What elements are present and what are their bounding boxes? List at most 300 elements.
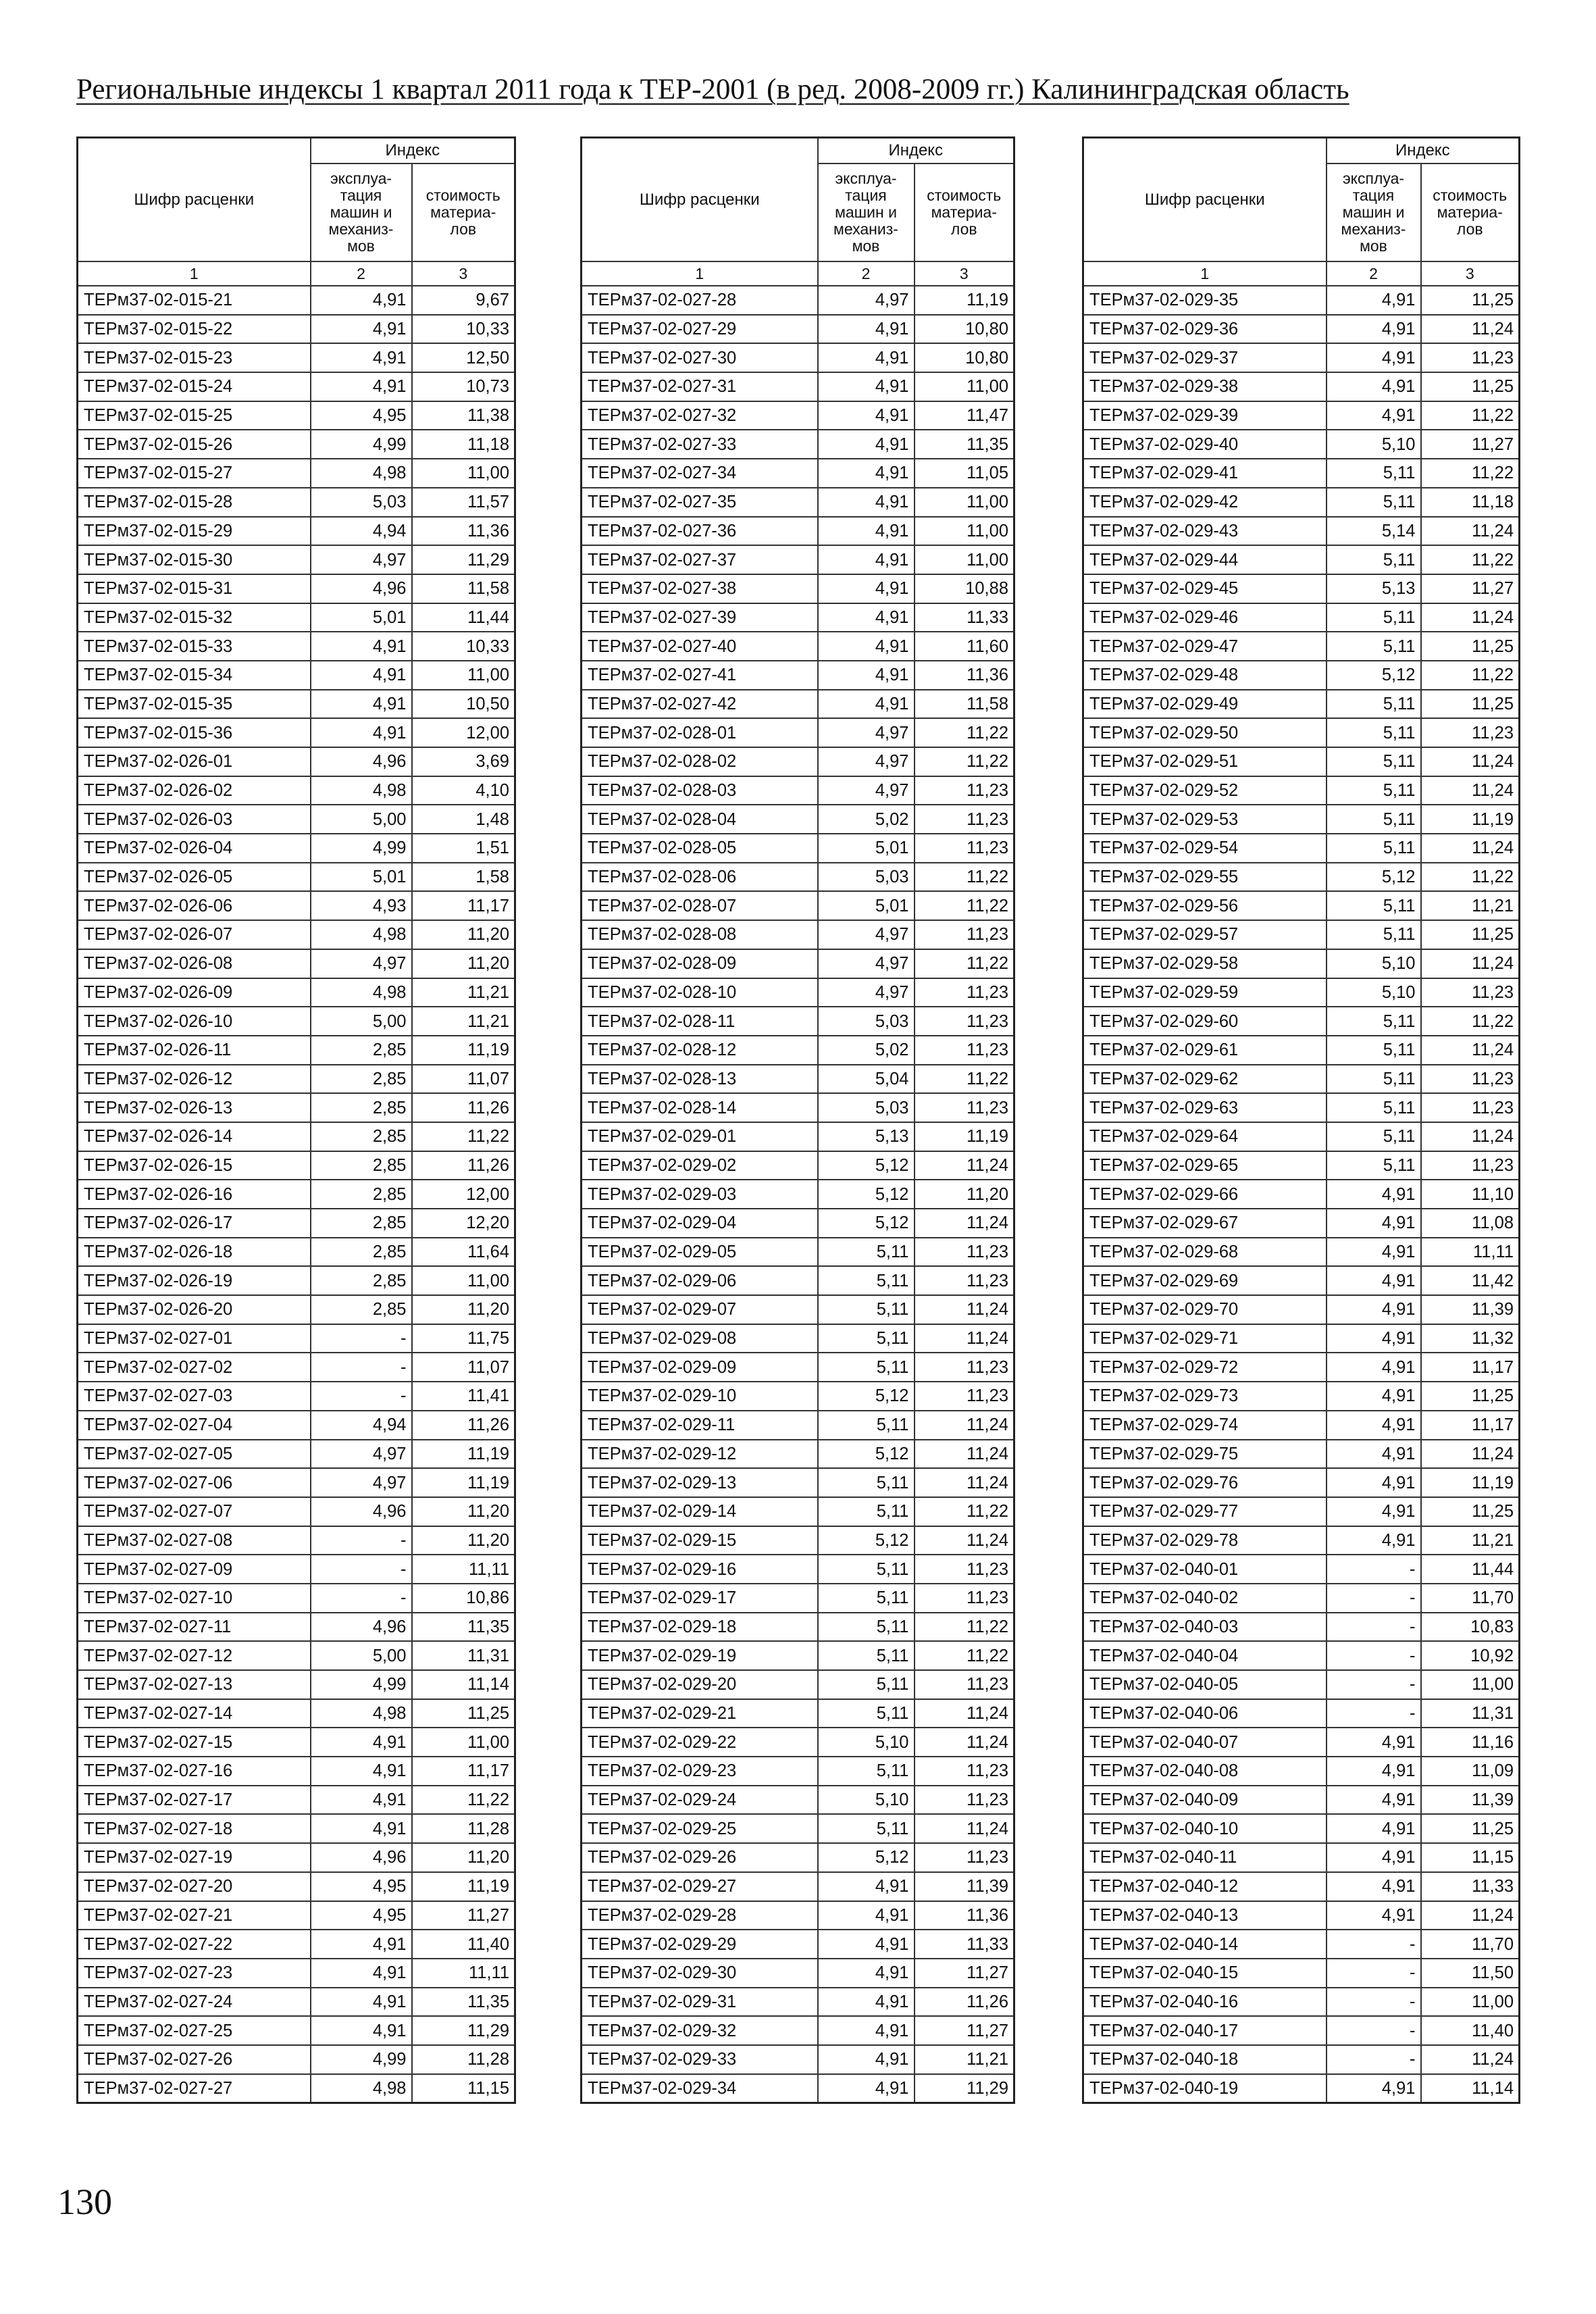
machines-index-cell: 2,85 bbox=[311, 1180, 412, 1209]
rate-code-cell: ТЕРм37-02-026-20 bbox=[78, 1295, 311, 1324]
machines-index-cell: - bbox=[1327, 2016, 1421, 2045]
materials-index-cell: 11,25 bbox=[1421, 1382, 1520, 1411]
materials-index-cell: 11,70 bbox=[1421, 1584, 1520, 1613]
machines-index-cell: - bbox=[311, 1584, 412, 1613]
machines-index-cell: 4,91 bbox=[1327, 1814, 1421, 1843]
materials-index-cell: 11,26 bbox=[412, 1093, 515, 1122]
table-row bbox=[582, 488, 1014, 517]
rate-code-cell: ТЕРм37-02-026-11 bbox=[78, 1036, 311, 1065]
materials-index-cell: 11,23 bbox=[915, 1238, 1014, 1267]
table-row bbox=[582, 603, 1014, 632]
rate-code-cell: ТЕРм37-02-029-07 bbox=[582, 1295, 818, 1324]
machines-index-cell: 4,97 bbox=[818, 776, 915, 805]
machines-index-cell: - bbox=[311, 1382, 412, 1411]
materials-index-cell: 11,50 bbox=[1421, 1959, 1520, 1988]
rate-code-cell: ТЕРм37-02-029-76 bbox=[1083, 1468, 1327, 1497]
materials-index-cell: 11,07 bbox=[412, 1065, 515, 1094]
machines-index-cell: 5,12 bbox=[818, 1151, 915, 1180]
machines-index-cell: 5,11 bbox=[1327, 1065, 1421, 1094]
machines-index-cell: 5,13 bbox=[1327, 574, 1421, 603]
materials-index-cell: 11,22 bbox=[1421, 545, 1520, 574]
table-row bbox=[582, 372, 1014, 401]
machines-index-cell: 5,00 bbox=[311, 1641, 412, 1670]
rate-code-cell: ТЕРм37-02-029-28 bbox=[582, 1901, 818, 1930]
machines-index-cell: - bbox=[1327, 1988, 1421, 2017]
materials-index-cell: 11,00 bbox=[915, 545, 1014, 574]
machines-index-cell: 4,91 bbox=[818, 1959, 915, 1988]
table-row bbox=[1083, 1324, 1520, 1353]
machines-index-cell: 4,91 bbox=[1327, 1901, 1421, 1930]
materials-index-cell: 11,39 bbox=[1421, 1786, 1520, 1815]
table-row bbox=[1083, 1613, 1520, 1642]
table-row bbox=[1083, 891, 1520, 920]
rate-code-cell: ТЕРм37-02-029-33 bbox=[582, 2045, 818, 2074]
table-row bbox=[1083, 1930, 1520, 1959]
machines-index-cell: 4,91 bbox=[1327, 1843, 1421, 1872]
machines-index-cell: 4,91 bbox=[1327, 1786, 1421, 1815]
materials-index-cell: 11,24 bbox=[915, 1728, 1014, 1757]
materials-index-cell: 11,20 bbox=[412, 1843, 515, 1872]
machines-index-cell: 4,91 bbox=[818, 315, 915, 344]
machines-index-cell: 4,97 bbox=[818, 949, 915, 978]
table-row bbox=[582, 2016, 1014, 2045]
materials-index-cell: 11,58 bbox=[915, 690, 1014, 719]
materials-index-cell: 11,44 bbox=[412, 603, 515, 632]
machines-index-cell: 5,11 bbox=[818, 1266, 915, 1295]
materials-index-cell: 11,23 bbox=[915, 978, 1014, 1007]
table-row bbox=[78, 2045, 515, 2074]
materials-index-cell: 11,20 bbox=[412, 920, 515, 949]
materials-index-cell: 11,23 bbox=[915, 1266, 1014, 1295]
machines-index-cell: - bbox=[311, 1324, 412, 1353]
materials-index-cell: 11,22 bbox=[915, 949, 1014, 978]
table-row bbox=[1083, 2074, 1520, 2103]
index-table-1 bbox=[76, 136, 516, 2104]
machines-index-cell: 5,11 bbox=[1327, 690, 1421, 719]
rate-code-cell: ТЕРм37-02-015-27 bbox=[78, 459, 311, 488]
table-row bbox=[582, 1065, 1014, 1094]
machines-index-cell: - bbox=[1327, 1613, 1421, 1642]
materials-index-cell: 11,24 bbox=[1421, 517, 1520, 546]
rate-code-cell: ТЕРм37-02-027-04 bbox=[78, 1411, 311, 1440]
rate-code-cell: ТЕРм37-02-027-22 bbox=[78, 1930, 311, 1959]
machines-index-cell: 5,04 bbox=[818, 1065, 915, 1094]
machines-index-cell: 5,11 bbox=[818, 1613, 915, 1642]
table-row bbox=[1083, 1093, 1520, 1122]
materials-index-cell: 11,19 bbox=[1421, 1468, 1520, 1497]
table-row bbox=[1083, 949, 1520, 978]
machines-index-cell: - bbox=[311, 1555, 412, 1584]
table-row bbox=[582, 949, 1014, 978]
table-row bbox=[582, 1238, 1014, 1267]
table-row bbox=[78, 2016, 515, 2045]
machines-index-cell: - bbox=[1327, 1930, 1421, 1959]
materials-index-cell: 11,23 bbox=[1421, 1093, 1520, 1122]
machines-index-cell: 5,12 bbox=[1327, 863, 1421, 892]
machines-index-cell: 4,99 bbox=[311, 834, 412, 863]
materials-index-cell: 12,00 bbox=[412, 1180, 515, 1209]
materials-index-cell: 11,23 bbox=[915, 1670, 1014, 1699]
materials-index-cell: 11,16 bbox=[1421, 1728, 1520, 1757]
machines-index-cell: 5,11 bbox=[1327, 632, 1421, 661]
rate-code-cell: ТЕРм37-02-029-18 bbox=[582, 1613, 818, 1642]
materials-index-cell: 10,33 bbox=[412, 315, 515, 344]
materials-index-cell: 11,26 bbox=[915, 1988, 1014, 2017]
table-row bbox=[1083, 2016, 1520, 2045]
materials-index-cell: 11,22 bbox=[1421, 401, 1520, 430]
table-row bbox=[582, 805, 1014, 834]
table-row bbox=[582, 690, 1014, 719]
rate-code-cell: ТЕРм37-02-026-10 bbox=[78, 1007, 311, 1036]
materials-index-cell: 11,22 bbox=[412, 1786, 515, 1815]
table-row bbox=[1083, 1065, 1520, 1094]
table-row bbox=[582, 1353, 1014, 1382]
materials-index-cell: 10,83 bbox=[1421, 1613, 1520, 1642]
materials-index-cell: 11,23 bbox=[915, 1093, 1014, 1122]
rate-code-cell: ТЕРм37-02-028-06 bbox=[582, 863, 818, 892]
materials-index-cell: 11,25 bbox=[1421, 690, 1520, 719]
table-row bbox=[1083, 430, 1520, 459]
materials-index-cell: 11,36 bbox=[412, 517, 515, 546]
rate-code-cell: ТЕРм37-02-026-06 bbox=[78, 891, 311, 920]
machines-index-cell: 4,96 bbox=[311, 1497, 412, 1526]
rate-code-cell: ТЕРм37-02-029-60 bbox=[1083, 1007, 1327, 1036]
rate-code-cell: ТЕРм37-02-040-18 bbox=[1083, 2045, 1327, 2074]
machines-index-cell: 4,91 bbox=[1327, 343, 1421, 372]
table-row bbox=[582, 401, 1014, 430]
rate-code-cell: ТЕРм37-02-027-41 bbox=[582, 661, 818, 690]
table-row bbox=[1083, 661, 1520, 690]
machines-index-cell: 5,10 bbox=[1327, 430, 1421, 459]
table-row bbox=[78, 1007, 515, 1036]
machines-index-cell: 4,97 bbox=[818, 978, 915, 1007]
rate-code-cell: ТЕРм37-02-029-53 bbox=[1083, 805, 1327, 834]
materials-index-cell: 11,35 bbox=[412, 1613, 515, 1642]
machines-index-cell: 5,11 bbox=[818, 1757, 915, 1786]
materials-index-cell: 11,27 bbox=[412, 1901, 515, 1930]
machines-index-cell: 4,98 bbox=[311, 1699, 412, 1728]
machines-index-cell: 4,98 bbox=[311, 2074, 412, 2103]
table-row bbox=[582, 459, 1014, 488]
table-row bbox=[78, 1843, 515, 1872]
rate-code-cell: ТЕРм37-02-027-34 bbox=[582, 459, 818, 488]
materials-index-cell: 11,24 bbox=[1421, 2045, 1520, 2074]
rate-code-cell: ТЕРм37-02-015-28 bbox=[78, 488, 311, 517]
table-row bbox=[1083, 488, 1520, 517]
rate-code-cell: ТЕРм37-02-029-02 bbox=[582, 1151, 818, 1180]
materials-index-cell: 11,24 bbox=[915, 1295, 1014, 1324]
rate-code-cell: ТЕРм37-02-028-07 bbox=[582, 891, 818, 920]
rate-code-cell: ТЕРм37-02-015-29 bbox=[78, 517, 311, 546]
rate-code-cell: ТЕРм37-02-015-34 bbox=[78, 661, 311, 690]
materials-index-cell: 11,00 bbox=[412, 1728, 515, 1757]
table-row bbox=[582, 1497, 1014, 1526]
rate-code-cell: ТЕРм37-02-026-16 bbox=[78, 1180, 311, 1209]
rate-code-cell: ТЕРм37-02-027-07 bbox=[78, 1497, 311, 1526]
rate-code-cell: ТЕРм37-02-028-01 bbox=[582, 718, 818, 747]
machines-index-cell: 5,11 bbox=[1327, 776, 1421, 805]
table-row bbox=[582, 1266, 1014, 1295]
rate-code-cell: ТЕРм37-02-029-32 bbox=[582, 2016, 818, 2045]
machines-index-cell: 4,91 bbox=[1327, 1526, 1421, 1555]
table-row bbox=[78, 1180, 515, 1209]
rate-code-cell: ТЕРм37-02-027-23 bbox=[78, 1959, 311, 1988]
machines-index-cell: 4,91 bbox=[311, 1786, 412, 1815]
table-row bbox=[582, 891, 1014, 920]
rate-code-cell: ТЕРм37-02-027-05 bbox=[78, 1440, 311, 1469]
rate-code-cell: ТЕРм37-02-029-11 bbox=[582, 1411, 818, 1440]
machines-index-cell: 5,00 bbox=[311, 805, 412, 834]
rate-code-cell: ТЕРм37-02-029-38 bbox=[1083, 372, 1327, 401]
header-col-3: 3 bbox=[1421, 261, 1520, 286]
header-col-3: 3 bbox=[412, 261, 515, 286]
materials-index-cell: 11,14 bbox=[1421, 2074, 1520, 2103]
rate-code-cell: ТЕРм37-02-015-32 bbox=[78, 603, 311, 632]
table-row bbox=[78, 1786, 515, 1815]
rate-code-cell: ТЕРм37-02-029-78 bbox=[1083, 1526, 1327, 1555]
table-row bbox=[582, 1872, 1014, 1901]
table-row bbox=[1083, 1382, 1520, 1411]
materials-index-cell: 11,21 bbox=[412, 978, 515, 1007]
rate-code-cell: ТЕРм37-02-028-09 bbox=[582, 949, 818, 978]
table-row bbox=[78, 343, 515, 372]
machines-index-cell: 5,11 bbox=[1327, 718, 1421, 747]
materials-index-cell: 11,29 bbox=[915, 2074, 1014, 2103]
machines-index-cell: 5,11 bbox=[818, 1555, 915, 1584]
materials-index-cell: 11,23 bbox=[915, 1786, 1014, 1815]
machines-index-cell: 4,97 bbox=[311, 949, 412, 978]
machines-index-cell: 4,97 bbox=[311, 1468, 412, 1497]
materials-index-cell: 11,25 bbox=[412, 1699, 515, 1728]
table-row bbox=[1083, 1209, 1520, 1238]
machines-index-cell: 5,10 bbox=[818, 1728, 915, 1757]
materials-index-cell: 10,86 bbox=[412, 1584, 515, 1613]
materials-index-cell: 11,27 bbox=[1421, 574, 1520, 603]
materials-index-cell: 11,24 bbox=[915, 1151, 1014, 1180]
rate-code-cell: ТЕРм37-02-015-24 bbox=[78, 372, 311, 401]
table-row bbox=[1083, 286, 1520, 315]
rate-code-cell: ТЕРм37-02-029-48 bbox=[1083, 661, 1327, 690]
rate-code-cell: ТЕРм37-02-029-31 bbox=[582, 1988, 818, 2017]
materials-index-cell: 11,20 bbox=[915, 1180, 1014, 1209]
table-row bbox=[582, 1814, 1014, 1843]
machines-index-cell: 4,91 bbox=[818, 1901, 915, 1930]
machines-index-cell: 4,91 bbox=[818, 2045, 915, 2074]
machines-index-cell: 4,91 bbox=[311, 1959, 412, 1988]
rate-code-cell: ТЕРм37-02-029-77 bbox=[1083, 1497, 1327, 1526]
table-body bbox=[1083, 286, 1520, 2103]
machines-index-cell: - bbox=[1327, 1670, 1421, 1699]
materials-index-cell: 11,05 bbox=[915, 459, 1014, 488]
machines-index-cell: 5,10 bbox=[1327, 949, 1421, 978]
machines-index-cell: 4,91 bbox=[818, 545, 915, 574]
rate-code-cell: ТЕРм37-02-040-03 bbox=[1083, 1613, 1327, 1642]
table-row bbox=[1083, 920, 1520, 949]
materials-index-cell: 11,22 bbox=[915, 1065, 1014, 1094]
rate-code-cell: ТЕРм37-02-029-36 bbox=[1083, 315, 1327, 344]
materials-index-cell: 11,22 bbox=[1421, 863, 1520, 892]
machines-index-cell: 5,03 bbox=[311, 488, 412, 517]
rate-code-cell: ТЕРм37-02-029-09 bbox=[582, 1353, 818, 1382]
table-row bbox=[582, 1122, 1014, 1151]
materials-index-cell: 11,23 bbox=[915, 1757, 1014, 1786]
machines-index-cell: - bbox=[311, 1353, 412, 1382]
materials-index-cell: 11,39 bbox=[1421, 1295, 1520, 1324]
machines-index-cell: 5,10 bbox=[818, 1786, 915, 1815]
machines-index-cell: 5,11 bbox=[1327, 1007, 1421, 1036]
index-table-2 bbox=[580, 136, 1015, 2104]
machines-index-cell: 5,11 bbox=[1327, 805, 1421, 834]
machines-index-cell: 5,11 bbox=[818, 1670, 915, 1699]
materials-index-cell: 11,44 bbox=[1421, 1555, 1520, 1584]
rate-code-cell: ТЕРм37-02-027-18 bbox=[78, 1814, 311, 1843]
table-row bbox=[1083, 1151, 1520, 1180]
table-row bbox=[78, 1353, 515, 1382]
materials-index-cell: 11,10 bbox=[1421, 1180, 1520, 1209]
machines-index-cell: 4,91 bbox=[818, 343, 915, 372]
machines-index-cell: 5,01 bbox=[311, 603, 412, 632]
rate-code-cell: ТЕРм37-02-026-02 bbox=[78, 776, 311, 805]
materials-index-cell: 11,27 bbox=[915, 2016, 1014, 2045]
table-row bbox=[582, 1151, 1014, 1180]
table-row bbox=[582, 1843, 1014, 1872]
table-row bbox=[78, 1757, 515, 1786]
table-row bbox=[1083, 776, 1520, 805]
machines-index-cell: 5,03 bbox=[818, 1093, 915, 1122]
rate-code-cell: ТЕРм37-02-026-04 bbox=[78, 834, 311, 863]
table-row bbox=[1083, 1843, 1520, 1872]
rate-code-cell: ТЕРм37-02-026-07 bbox=[78, 920, 311, 949]
rate-code-cell: ТЕРм37-02-027-11 bbox=[78, 1613, 311, 1642]
table-row bbox=[1083, 1641, 1520, 1670]
machines-index-cell: 5,01 bbox=[311, 863, 412, 892]
table-row bbox=[582, 2074, 1014, 2103]
table-row bbox=[78, 1122, 515, 1151]
materials-index-cell: 11,21 bbox=[915, 2045, 1014, 2074]
machines-index-cell: 4,91 bbox=[818, 517, 915, 546]
rate-code-cell: ТЕРм37-02-040-19 bbox=[1083, 2074, 1327, 2103]
materials-index-cell: 11,14 bbox=[412, 1670, 515, 1699]
rate-code-cell: ТЕРм37-02-015-31 bbox=[78, 574, 311, 603]
materials-index-cell: 11,00 bbox=[915, 517, 1014, 546]
machines-index-cell: 5,14 bbox=[1327, 517, 1421, 546]
rate-code-cell: ТЕРм37-02-015-22 bbox=[78, 315, 311, 344]
table-row bbox=[582, 1295, 1014, 1324]
materials-index-cell: 11,23 bbox=[1421, 1151, 1520, 1180]
materials-index-cell: 11,26 bbox=[412, 1411, 515, 1440]
materials-index-cell: 11,25 bbox=[1421, 372, 1520, 401]
machines-index-cell: 4,91 bbox=[311, 1814, 412, 1843]
rate-code-cell: ТЕРм37-02-029-47 bbox=[1083, 632, 1327, 661]
table-row bbox=[78, 1670, 515, 1699]
header-col-3: 3 bbox=[915, 261, 1014, 286]
rate-code-cell: ТЕРм37-02-027-25 bbox=[78, 2016, 311, 2045]
header-materials: стоимость материа- лов bbox=[1421, 164, 1520, 261]
machines-index-cell: 4,91 bbox=[311, 718, 412, 747]
machines-index-cell: 4,91 bbox=[1327, 1440, 1421, 1469]
materials-index-cell: 11,19 bbox=[412, 1036, 515, 1065]
table-row bbox=[582, 1930, 1014, 1959]
machines-index-cell: 5,11 bbox=[818, 1584, 915, 1613]
materials-index-cell: 11,27 bbox=[1421, 430, 1520, 459]
machines-index-cell: 2,85 bbox=[311, 1122, 412, 1151]
materials-index-cell: 11,21 bbox=[412, 1007, 515, 1036]
materials-index-cell: 11,39 bbox=[915, 1872, 1014, 1901]
materials-index-cell: 11,25 bbox=[1421, 286, 1520, 315]
rate-code-cell: ТЕРм37-02-027-10 bbox=[78, 1584, 311, 1613]
header-code: Шифр расценки bbox=[1083, 138, 1327, 262]
materials-index-cell: 11,00 bbox=[412, 459, 515, 488]
rate-code-cell: ТЕРм37-02-015-36 bbox=[78, 718, 311, 747]
machines-index-cell: 2,85 bbox=[311, 1093, 412, 1122]
materials-index-cell: 11,33 bbox=[915, 603, 1014, 632]
materials-index-cell: 11,19 bbox=[412, 1440, 515, 1469]
table-row bbox=[78, 545, 515, 574]
rate-code-cell: ТЕРм37-02-027-02 bbox=[78, 1353, 311, 1382]
rate-code-cell: ТЕРм37-02-029-34 bbox=[582, 2074, 818, 2103]
materials-index-cell: 11,26 bbox=[412, 1151, 515, 1180]
materials-index-cell: 11,23 bbox=[915, 920, 1014, 949]
materials-index-cell: 11,24 bbox=[1421, 1036, 1520, 1065]
table-row bbox=[582, 1180, 1014, 1209]
materials-index-cell: 11,19 bbox=[915, 286, 1014, 315]
header-index: Индекс bbox=[1327, 138, 1520, 164]
table-row bbox=[582, 747, 1014, 776]
materials-index-cell: 11,33 bbox=[1421, 1872, 1520, 1901]
table-row bbox=[582, 1613, 1014, 1642]
machines-index-cell: 4,91 bbox=[1327, 1872, 1421, 1901]
rate-code-cell: ТЕРм37-02-029-73 bbox=[1083, 1382, 1327, 1411]
rate-code-cell: ТЕРм37-02-029-46 bbox=[1083, 603, 1327, 632]
rate-code-cell: ТЕРм37-02-029-51 bbox=[1083, 747, 1327, 776]
rate-code-cell: ТЕРм37-02-027-01 bbox=[78, 1324, 311, 1353]
machines-index-cell: 4,97 bbox=[818, 718, 915, 747]
rate-code-cell: ТЕРм37-02-027-31 bbox=[582, 372, 818, 401]
materials-index-cell: 11,22 bbox=[1421, 661, 1520, 690]
rate-code-cell: ТЕРм37-02-027-24 bbox=[78, 1988, 311, 2017]
table-row bbox=[582, 1093, 1014, 1122]
machines-index-cell: 5,11 bbox=[1327, 488, 1421, 517]
materials-index-cell: 11,24 bbox=[1421, 776, 1520, 805]
rate-code-cell: ТЕРм37-02-029-14 bbox=[582, 1497, 818, 1526]
machines-index-cell: 5,03 bbox=[818, 863, 915, 892]
rate-code-cell: ТЕРм37-02-027-35 bbox=[582, 488, 818, 517]
materials-index-cell: 11,17 bbox=[412, 891, 515, 920]
machines-index-cell: 4,91 bbox=[1327, 1411, 1421, 1440]
table-row bbox=[78, 661, 515, 690]
table-row bbox=[582, 1699, 1014, 1728]
table-row bbox=[78, 1497, 515, 1526]
machines-index-cell: 4,91 bbox=[818, 2074, 915, 2103]
machines-index-cell: 5,11 bbox=[1327, 1122, 1421, 1151]
materials-index-cell: 11,24 bbox=[1421, 747, 1520, 776]
table-row bbox=[1083, 1440, 1520, 1469]
rate-code-cell: ТЕРм37-02-029-05 bbox=[582, 1238, 818, 1267]
materials-index-cell: 11,41 bbox=[412, 1382, 515, 1411]
materials-index-cell: 11,21 bbox=[1421, 1526, 1520, 1555]
materials-index-cell: 11,20 bbox=[412, 1526, 515, 1555]
materials-index-cell: 11,11 bbox=[412, 1959, 515, 1988]
machines-index-cell: 5,11 bbox=[1327, 747, 1421, 776]
machines-index-cell: 4,98 bbox=[311, 920, 412, 949]
machines-index-cell: 2,85 bbox=[311, 1266, 412, 1295]
materials-index-cell: 10,92 bbox=[1421, 1641, 1520, 1670]
machines-index-cell: 4,91 bbox=[311, 343, 412, 372]
table-row bbox=[1083, 1007, 1520, 1036]
table-row bbox=[78, 1641, 515, 1670]
machines-index-cell: 4,91 bbox=[1327, 315, 1421, 344]
machines-index-cell: 4,91 bbox=[311, 661, 412, 690]
